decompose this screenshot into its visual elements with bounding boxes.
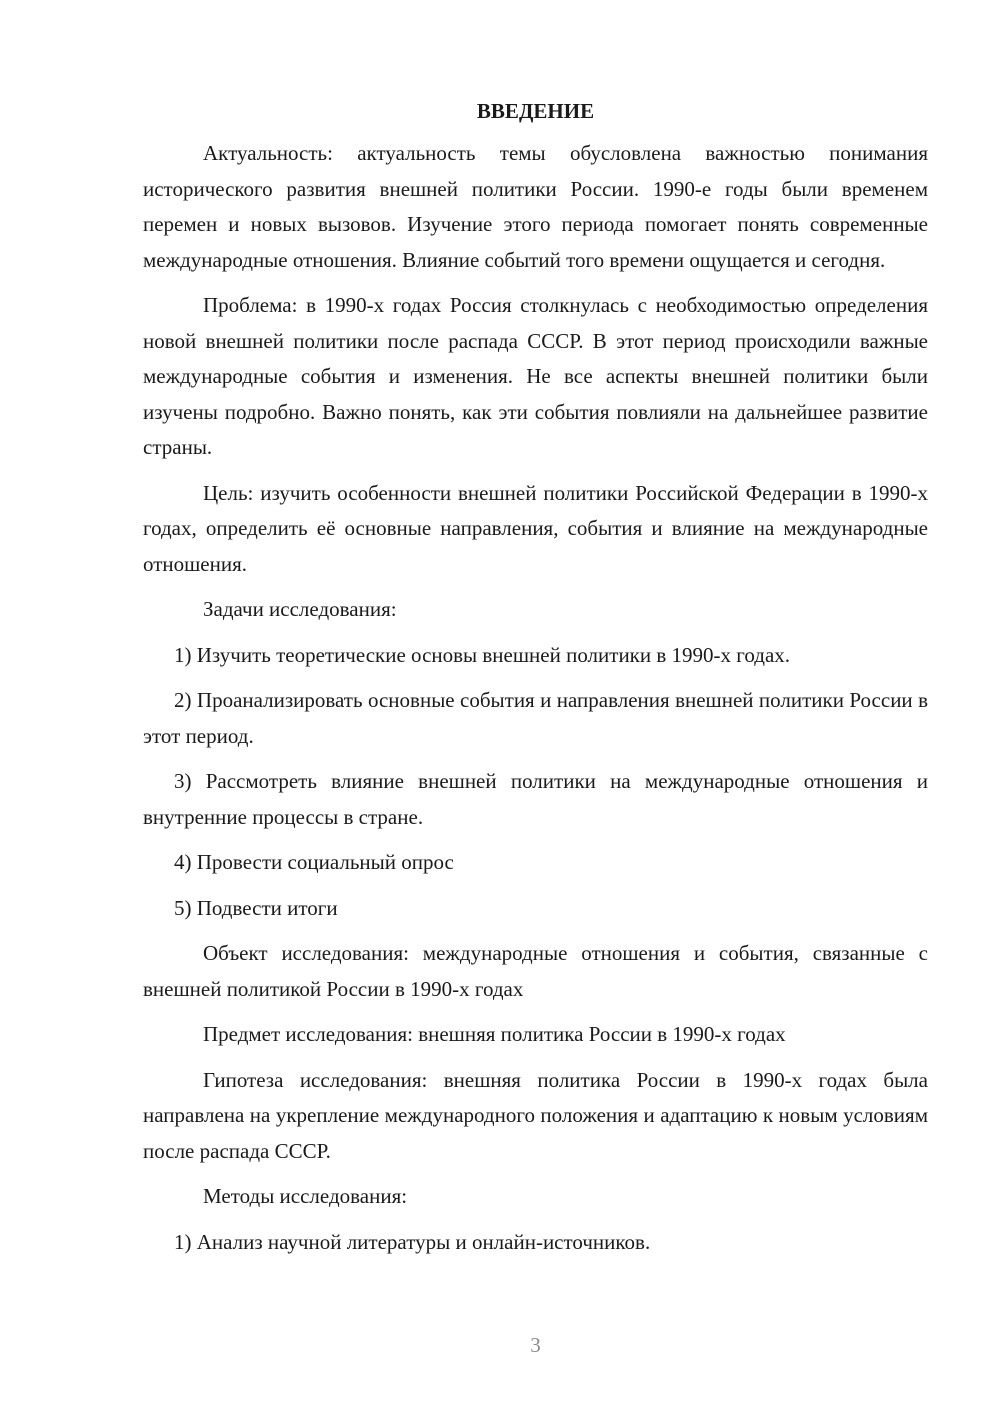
list-item-task-2: 2) Проанализировать основные события и направления внешней политики России в этот период. (143, 688, 928, 748)
paragraph-hypothesis: Гипотеза исследования: внешняя политика России в 1990-х годах была направлена на укрепление международного положения и адаптацию к новым условиям после распада СССР. (143, 1067, 928, 1163)
paragraph-relevance: Актуальность: актуальность темы обусловлена важностью понимания исторического развития внешней политики России. 1990-е годы были временем перемен и новых вызовов. Изучение этого периода помогает понять современные международные отношения. Влияние событий того времени ощущается и сегодня. (143, 141, 928, 272)
page-number: 3 (530, 1333, 541, 1357)
list-item-method-1: 1) Анализ научной литературы и онлайн-источников. (174, 1229, 651, 1254)
page-title: ВВЕДЕНИЕ (476, 99, 595, 123)
paragraph-subject: Предмет исследования: внешняя политика России в 1990-х годах (203, 1022, 786, 1046)
list-item-task-4: 4) Провести социальный опрос (174, 850, 454, 874)
paragraph-goal: Цель: изучить особенности внешней политики Российской Федерации в 1990-х годах, определить её основные направления, события и влияние на международные отношения. (143, 480, 928, 576)
paragraph-problem: Проблема: в 1990-х годах Россия столкнулась с необходимостью определения новой внешней политики после распада СССР. В этот период происходили важные международные события и изменения. Не все аспекты внешней политики были изучены подробно. Важно понять, как эти события повлияли на дальнейшее развитие страны. (143, 293, 928, 459)
paragraph-tasks-heading: Задачи исследования: (203, 597, 397, 621)
list-item-task-1: 1) Изучить теоретические основы внешней политики в 1990-х годах. (174, 642, 791, 667)
list-item-task-3: 3) Рассмотреть влияние внешней политики на международные отношения и внутренние процессы в стране. (143, 769, 928, 829)
paragraph-object: Объект исследования: международные отношения и события, связанные с внешней политикой России в 1990-х годах (143, 941, 928, 1001)
list-item-task-5: 5) Подвести итоги (174, 895, 338, 920)
paragraph-methods-heading: Методы исследования: (203, 1184, 408, 1208)
page-content (143, 96, 928, 1270)
